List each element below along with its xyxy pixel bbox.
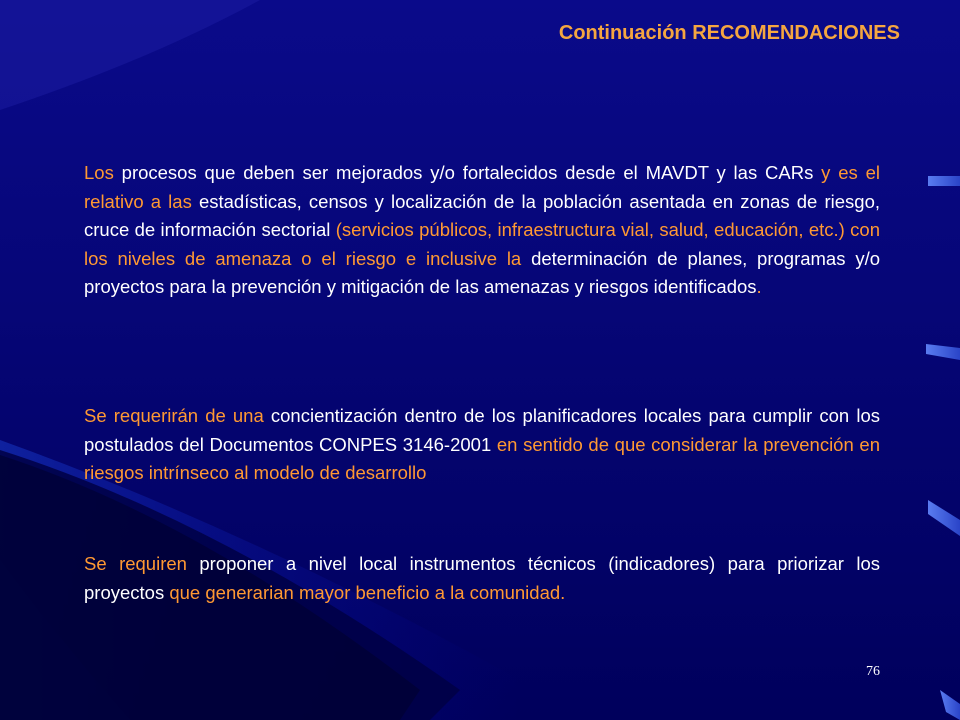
text-span: concientización dentro de los planificadores locales para cumplir con los postulados del Documentos CONPES 3146-2001 bbox=[84, 405, 880, 455]
text-span: que generarian mayor beneficio a la comunidad. bbox=[169, 581, 566, 603]
text-span: Los bbox=[84, 162, 122, 183]
text-span: procesos que deben ser mejorados y/o fortalecidos desde el MAVDT y las CARs bbox=[121, 162, 822, 183]
text-span: estadísticas, censos y localización de la población asentada en zonas de riesgo, cruce de información sectorial bbox=[84, 190, 880, 240]
paragraph-instruments bbox=[84, 550, 880, 607]
text-span: determinación de planes, programas y/o proyectos para la prevención y mitigación de las amenazas y riesgos identificados bbox=[84, 247, 880, 297]
text-span: (servicios públicos, infraestructura vial, salud, educación, etc.) con los niveles de amenaza o el riesgo e inclusive la bbox=[84, 219, 880, 269]
text-span: Se requiren bbox=[84, 553, 200, 574]
text-span: en sentido de que considerar la prevención en riesgos intrínseco al modelo de desarrollo bbox=[84, 433, 880, 483]
page-number: 76 bbox=[866, 664, 880, 679]
text-span: proponer a nivel local instrumentos técnicos (indicadores) para priorizar los proyectos bbox=[84, 553, 880, 603]
text-span: . bbox=[756, 276, 762, 297]
slide-title: Continuación RECOMENDACIONES bbox=[558, 22, 900, 44]
text-span: y es el relativo a las bbox=[84, 162, 881, 212]
paragraph-awareness bbox=[84, 402, 880, 488]
paragraph-processes bbox=[84, 159, 880, 302]
text-span: Se requerirán de una bbox=[84, 405, 271, 426]
